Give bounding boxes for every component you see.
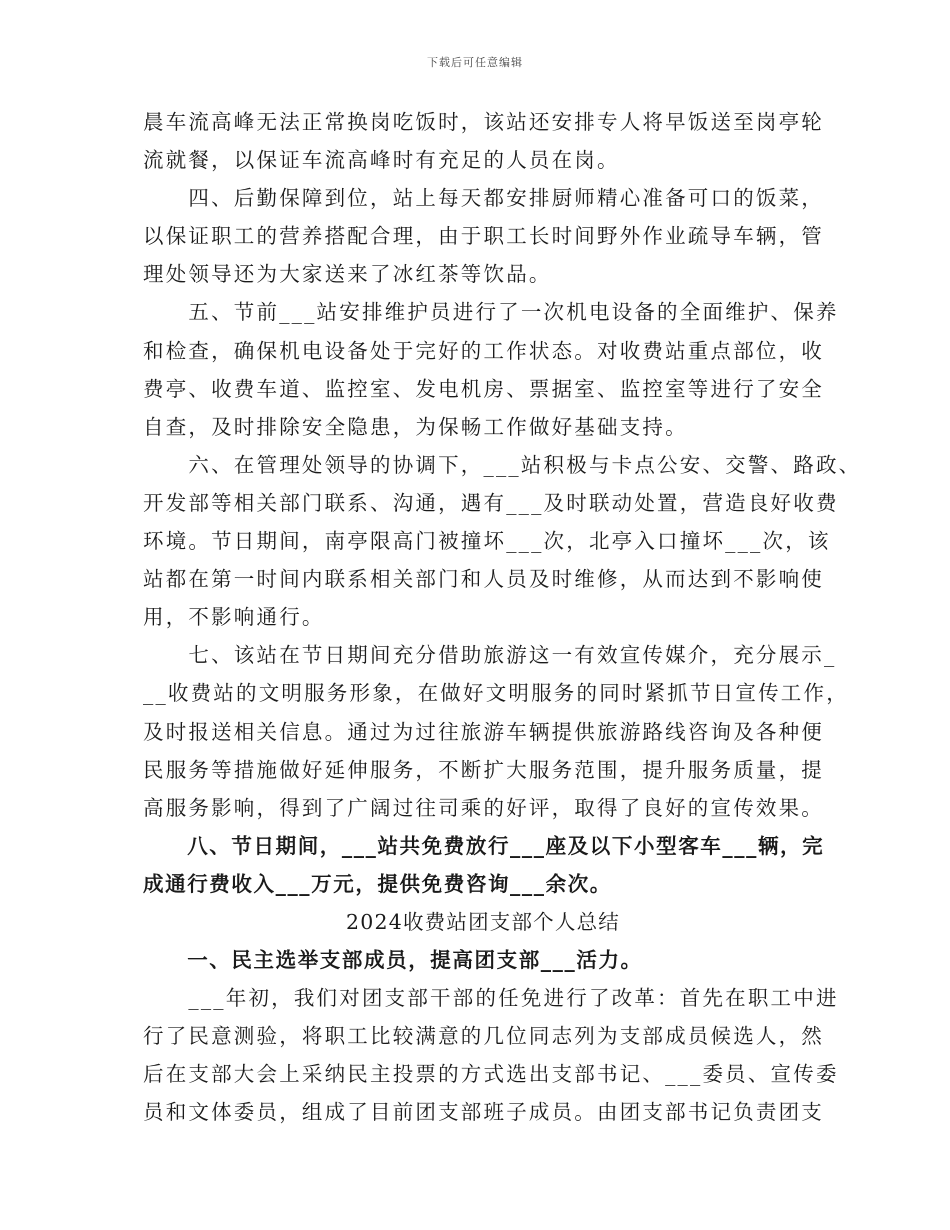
text-line: 理处领导还为大家送来了冰红茶等饮品。	[143, 262, 552, 287]
text-line: 五、节前___站安排维护员进行了一次机电设备的全面维护、保养	[143, 300, 839, 325]
paragraph-maintenance	[143, 293, 839, 445]
text-line: 一、民主选举支部成员，提高团支部___活力。	[143, 948, 643, 973]
text-line: 七、该站在节日期间充分借助旅游这一有效宣传媒介，充分展示_	[143, 643, 837, 668]
text-line: __收费站的文明服务形象，在做好文明服务的同时紧抓节日宣传工作，	[143, 681, 849, 706]
text-line: 环境。节日期间，南亭限高门被撞坏___次，北亭入口撞坏___次，该	[143, 529, 831, 554]
section-title: 2024收费站团支部个人总结	[346, 909, 620, 934]
header-note: 下载后可任意编辑	[427, 56, 523, 69]
text-line: 和检查，确保机电设备处于完好的工作状态。对收费站重点部位，收	[143, 338, 824, 363]
paragraph-meal-arrangement	[143, 103, 823, 179]
text-line: 八、节日期间，___站共免费放行___座及以下小型客车___辆，完	[143, 833, 825, 858]
text-line: 后在支部大会上采纳民主投票的方式选出支部书记、___委员、宣传委	[143, 1062, 839, 1087]
text-line: 开发部等相关部门联系、沟通，遇有___及时联动处置，营造良好收费	[143, 490, 839, 515]
text-line: 高服务影响，得到了广阔过往司乘的好评，取得了良好的宣传效果。	[143, 795, 824, 820]
paragraph-publicity	[143, 636, 849, 826]
section-heading	[143, 941, 823, 979]
text-line: 六、在管理处领导的协调下，___站积极与卡点公安、交警、路政、	[143, 452, 862, 477]
text-line: 用，不影响通行。	[143, 605, 325, 630]
text-line: 行了民意测验，将职工比较满意的几位同志列为支部成员候选人，然	[143, 1024, 824, 1049]
text-line: 以保证职工的营养搭配合理，由于职工长时间野外作业疏导车辆，管	[143, 224, 824, 249]
text-line: 晨车流高峰无法正常换岗吃饭时，该站还安排专人将早饭送至岗亭轮	[143, 110, 824, 134]
text-line: ___年初，我们对团支部干部的任免进行了改革：首先在职工中进	[143, 986, 839, 1011]
text-line: 费亭、收费车道、监控室、发电机房、票据室、监控室等进行了安全	[143, 376, 824, 401]
paragraph-statistics	[143, 827, 823, 903]
text-line: 员和文体委员，组成了目前团支部班子成员。由团支部书记负责团支	[143, 1100, 824, 1125]
text-line: 及时报送相关信息。通过为过往旅游车辆提供旅游路线咨询及各种便	[143, 719, 824, 744]
text-line: 民服务等措施做好延伸服务，不断扩大服务范围，提升服务质量，提	[143, 757, 824, 782]
text-line: 四、后勤保障到位，站上每天都安排厨师精心准备可口的饭菜，	[143, 186, 824, 211]
text-line: 成通行费收入___万元，提供免费咨询___余次。	[143, 871, 612, 896]
text-line: 流就餐，以保证车流高峰时有充足的人员在岗。	[143, 148, 620, 173]
text-line: 自查，及时排除安全隐患，为保畅工作做好基础支持。	[143, 414, 688, 439]
paragraph-coordination	[143, 446, 862, 636]
paragraph-logistics	[143, 179, 823, 293]
text-line: 站都在第一时间内联系相关部门和人员及时维修，从而达到不影响使	[143, 567, 824, 592]
paragraph-election	[143, 979, 839, 1131]
document-body	[143, 103, 862, 1132]
